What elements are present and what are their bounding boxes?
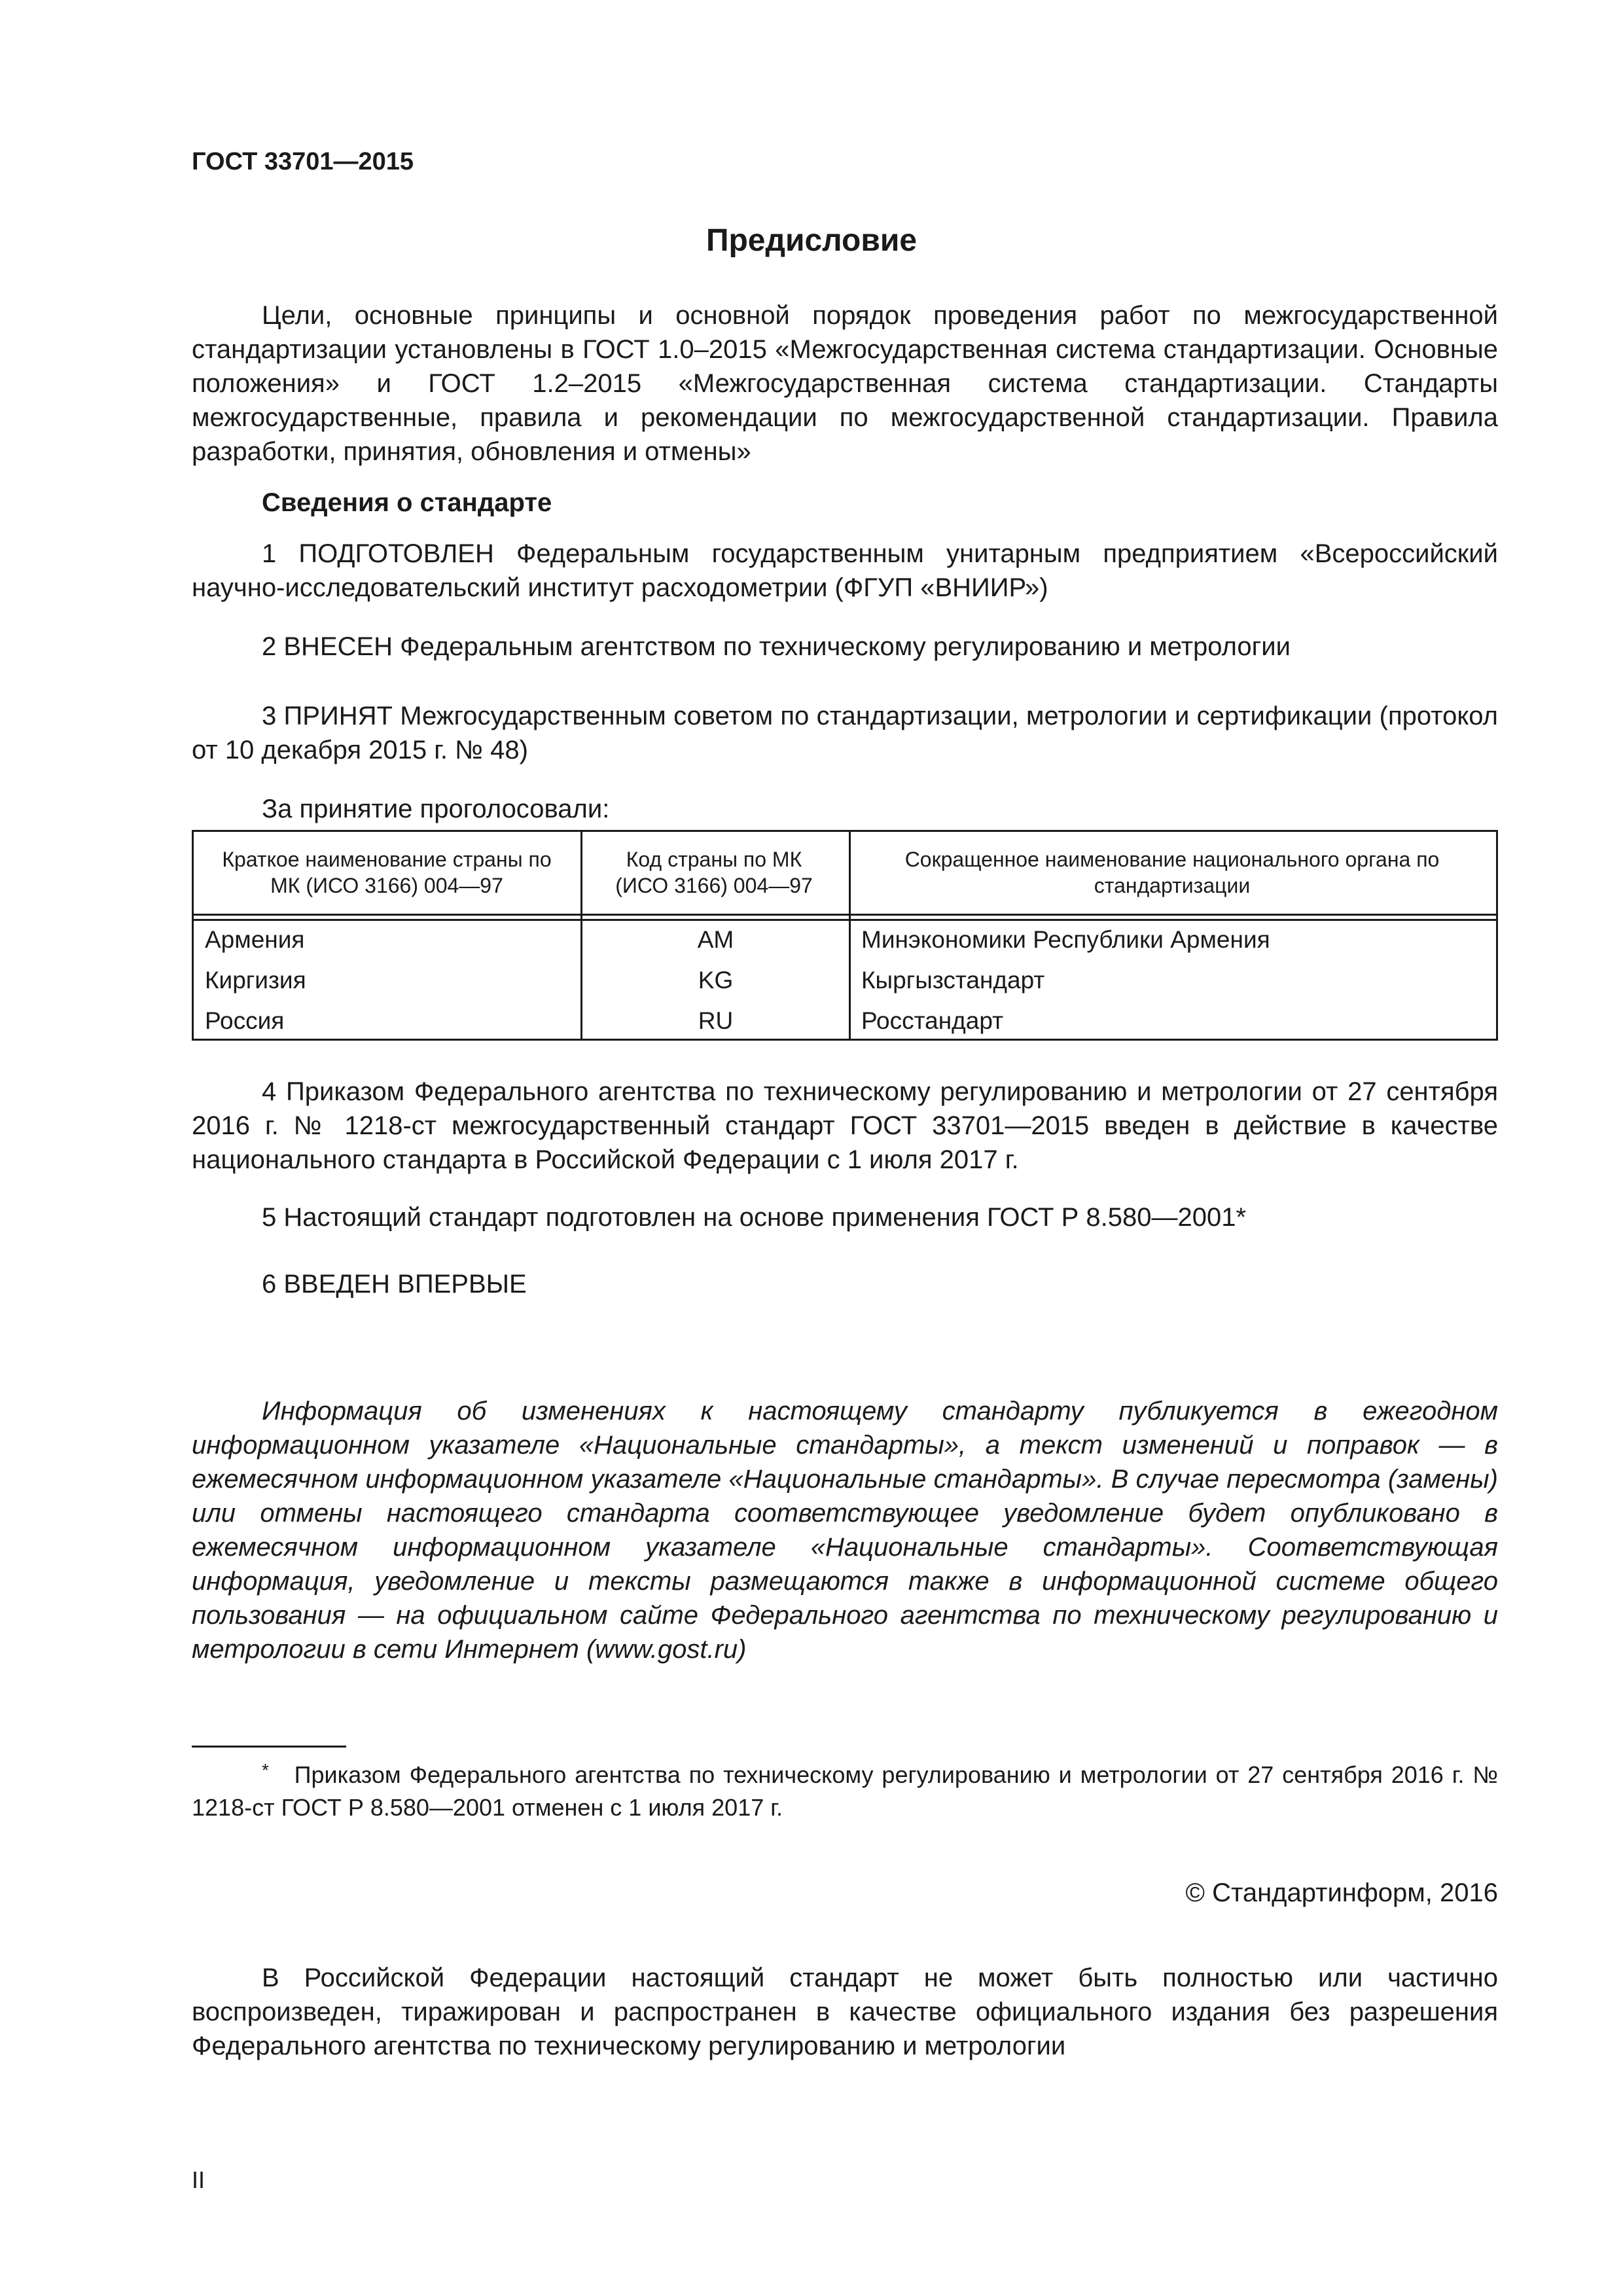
- info-paragraph: Информация об изменениях к настоящему стандарту публикуется в ежегодном информационном указателе «Национальные стандарты», а текст изменений и поправок — в ежемесячном информационном указателе «Национальные стандарты». В случае пересмотра (замены) или отмены настоящего стандарта соответствующее уведомление будет опубликовано в ежемесячном информационном указателе «Национальные стандарты». Соответствующая информация, уведомление и тексты размещаются также в информационной системе общего пользования — на официальном сайте Федерального агентства по техническому регулированию и метрологии в сети Интернет (www.gost.ru): [192, 1397, 1498, 1664]
- table-cell-country: Россия: [205, 1007, 285, 1034]
- table-cell-code: RU: [698, 1007, 734, 1034]
- item-2: 2 ВНЕСЕН Федеральным агентством по техническому регулированию и метрологии: [262, 632, 1291, 661]
- voted-label: За принятие проголосовали:: [262, 795, 610, 823]
- table-cell-body: Минэкономики Республики Армения: [861, 926, 1270, 953]
- table-cell-country: Армения: [205, 926, 305, 953]
- intro-paragraph: Цели, основные принципы и основной порядок проведения работ по межгосударственной стандартизации установлены в ГОСТ 1.0–2015 «Межгосударственная система стандартизации. Основные положения» и ГОСТ 1.2–2015 «Межгосударственная система стандартизации. Стандарты межгосударственные, правила и рекомендации по межгосударственной стандартизации. Правила разработки, принятия, обновления и отмены»: [192, 301, 1498, 466]
- footnote-separator: [192, 1746, 346, 1748]
- table-header-body: Сокращенное наименование национального органа по стандартизации: [904, 848, 1440, 897]
- document-code: ГОСТ 33701—2015: [192, 148, 414, 175]
- item-4: 4 Приказом Федерального агентства по техническому регулированию и метрологии от 27 сентября 2016 г. № 1218-ст межгосударственный стандарт ГОСТ 33701—2015 введен в действие в качестве национального стандарта в Российской Федерации с 1 июля 2017 г.: [192, 1077, 1498, 1174]
- item-6: 6 ВВЕДЕН ВПЕРВЫЕ: [262, 1270, 527, 1299]
- copyright: © Стандартинформ, 2016: [1185, 1878, 1498, 1907]
- table-cell-body: Кыргызстандарт: [861, 967, 1045, 994]
- table-column-divider: [849, 832, 851, 1039]
- page-title: Предисловие: [705, 223, 918, 258]
- table-header-divider: [194, 919, 1496, 921]
- footnote: [192, 1754, 1498, 1824]
- table-cell-code: AM: [697, 926, 734, 953]
- table-header-code: Код страны по МК (ИСО 3166) 004—97: [615, 848, 813, 897]
- voting-table: [192, 830, 1498, 1041]
- table-cell-body: Росстандарт: [861, 1007, 1004, 1034]
- table-header-divider: [194, 914, 1496, 916]
- table-cell-code: KG: [698, 967, 734, 994]
- page-number: II: [192, 2166, 205, 2193]
- table-header-country: Краткое наименование страны по МК (ИСО 3166) 004—97: [222, 848, 552, 897]
- item-5: 5 Настоящий стандарт подготовлен на основе применения ГОСТ Р 8.580—2001*: [262, 1203, 1247, 1232]
- footnote-text: Приказом Федерального агентства по техническому регулированию и метрологии от 27 сентября 2016 г. № 1218-ст ГОСТ Р 8.580—2001 отменен с 1 июля 2017 г.: [192, 1761, 1498, 1821]
- section-heading: Сведения о стандарте: [262, 488, 552, 517]
- item-1: 1 ПОДГОТОВЛЕН Федеральным государственным унитарным предприятием «Всероссийский научно-исследовательский институт расходометрии (ФГУП «ВНИИР»): [192, 539, 1498, 602]
- table-cell-country: Киргизия: [205, 967, 306, 994]
- rights-paragraph: В Российской Федерации настоящий стандарт не может быть полностью или частично воспроизведен, тиражирован и распространен в качестве официального издания без разрешения Федерального агентства по техническому регулированию и метрологии: [192, 1964, 1498, 2060]
- item-3: 3 ПРИНЯТ Межгосударственным советом по стандартизации, метрологии и сертификации (протокол от 10 декабря 2015 г. № 48): [192, 702, 1498, 764]
- footnote-marker: *: [262, 1760, 269, 1780]
